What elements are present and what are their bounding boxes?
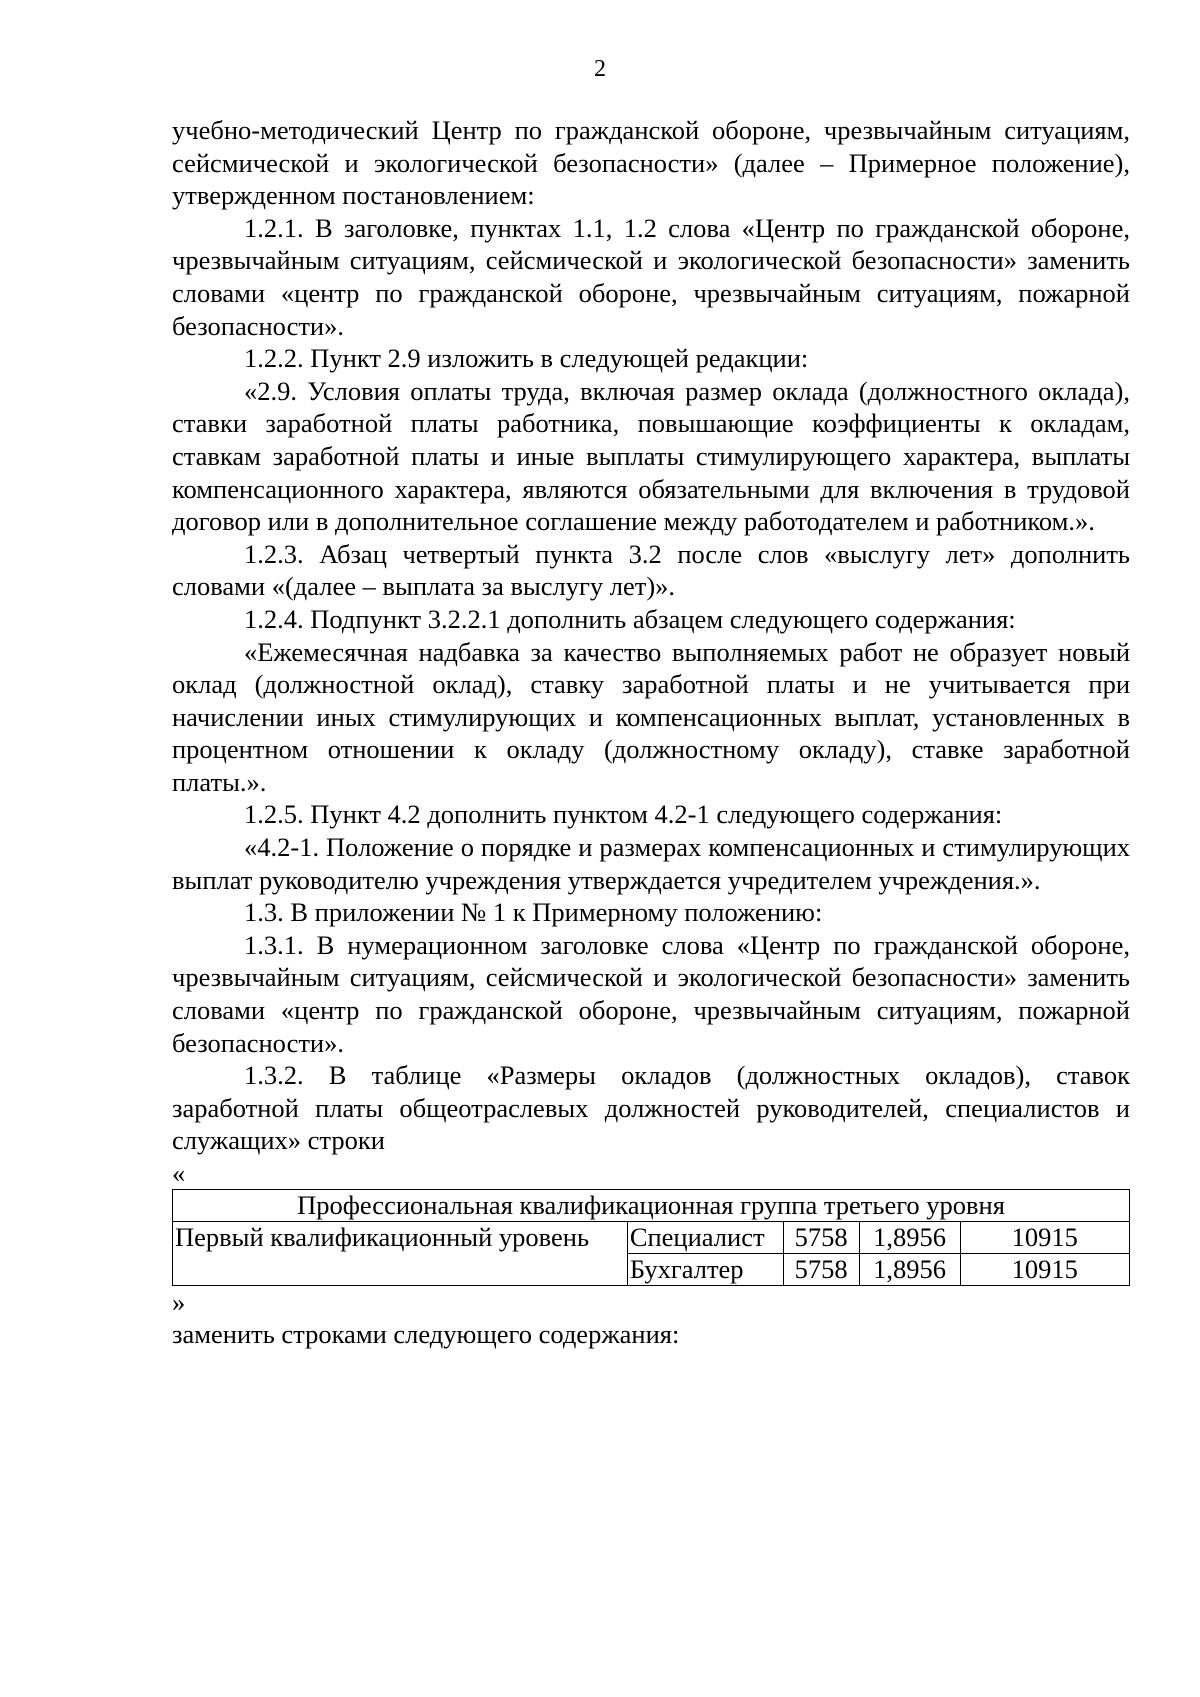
salary-table xyxy=(172,1189,1130,1286)
table-cell-position: Специалист xyxy=(627,1222,783,1254)
paragraph: 1.2.3. Абзац четвертый пункта 3.2 после слов «выслугу лет» дополнить словами «(далее – выплата за выслугу лет)». xyxy=(172,538,1130,602)
opening-quote: « xyxy=(172,1158,186,1188)
table-row xyxy=(173,1190,1130,1222)
paragraph: 1.2.2. Пункт 2.9 изложить в следующей редакции: xyxy=(244,343,809,374)
table-cell-salary: 5758 xyxy=(783,1222,859,1254)
table-cell-coefficient: 1,8956 xyxy=(859,1254,960,1286)
table-group-header: Профессиональная квалификационная группа третьего уровня xyxy=(173,1190,1130,1222)
table-cell-position: Бухгалтер xyxy=(627,1254,783,1286)
closing-quote: » xyxy=(172,1287,186,1317)
paragraph: «4.2-1. Положение о порядке и размерах компенсационных и стимулирующих выплат руководителю учреждения утверждается учредителем учреждения.». xyxy=(172,832,1130,895)
table-cell-total: 10915 xyxy=(960,1222,1130,1254)
table-cell-total: 10915 xyxy=(960,1254,1130,1286)
paragraph: 1.2.5. Пункт 4.2 дополнить пунктом 4.2-1 следующего содержания: xyxy=(244,799,1003,830)
paragraph: 1.2.4. Подпункт 3.2.2.1 дополнить абзацем следующего содержания: xyxy=(244,603,1016,634)
paragraph: 1.3.1. В нумерационном заголовке слова «Центр по гражданской обороне, чрезвычайным ситуациям, сейсмической и экологической безопасности» заменить словами «центр по гражданской обороне, чрезвычайным ситуациям, пожарной безопасности». xyxy=(172,929,1130,1058)
table-row xyxy=(173,1222,1130,1254)
paragraph: 1.2.1. В заголовке, пунктах 1.1, 1.2 слова «Центр по гражданской обороне, чрезвычайным ситуациям, сейсмической и экологической безопасности» заменить словами «центр по гражданской обороне, чрезвычайным ситуациям, пожарной безопасности». xyxy=(172,212,1130,341)
paragraph: 1.3. В приложении № 1 к Примерному положению: xyxy=(244,897,823,928)
page-number: 2 xyxy=(594,56,606,82)
paragraph: заменить строками следующего содержания: xyxy=(172,1319,680,1349)
paragraph: 1.3.2. В таблице «Размеры окладов (должностных окладов), ставок заработной платы общеотраслевых должностей руководителей, специалистов и служащих» строки xyxy=(172,1060,1130,1156)
paragraph: «Ежемесячная надбавка за качество выполняемых работ не образует новый оклад (должностной оклад), ставку заработной платы и не учитывается при начислении иных стимулирующих и компенсационных выплат, установленных в процентном отношении к окладу (должностному окладу), ставке заработной платы.». xyxy=(172,636,1130,797)
table-cell-coefficient: 1,8956 xyxy=(859,1222,960,1254)
paragraph: учебно-методический Центр по гражданской обороне, чрезвычайным ситуациям, сейсмической и экологической безопасности» (далее – Примерное положение), утвержденном постановлением: xyxy=(172,115,1130,211)
document-body xyxy=(172,114,1130,1351)
table-level-cell: Первый квалификационный уровень xyxy=(173,1222,628,1286)
table-cell-salary: 5758 xyxy=(783,1254,859,1286)
paragraph: «2.9. Условия оплаты труда, включая размер оклада (должностного оклада), ставки заработной платы работника, повышающие коэффициенты к окладам, ставкам заработной платы и иные выплаты стимулирующего характера, выплаты компенсационного характера, являются обязательными для включения в трудовой договор или в дополнительное соглашение между работодателем и работником.». xyxy=(172,375,1130,537)
